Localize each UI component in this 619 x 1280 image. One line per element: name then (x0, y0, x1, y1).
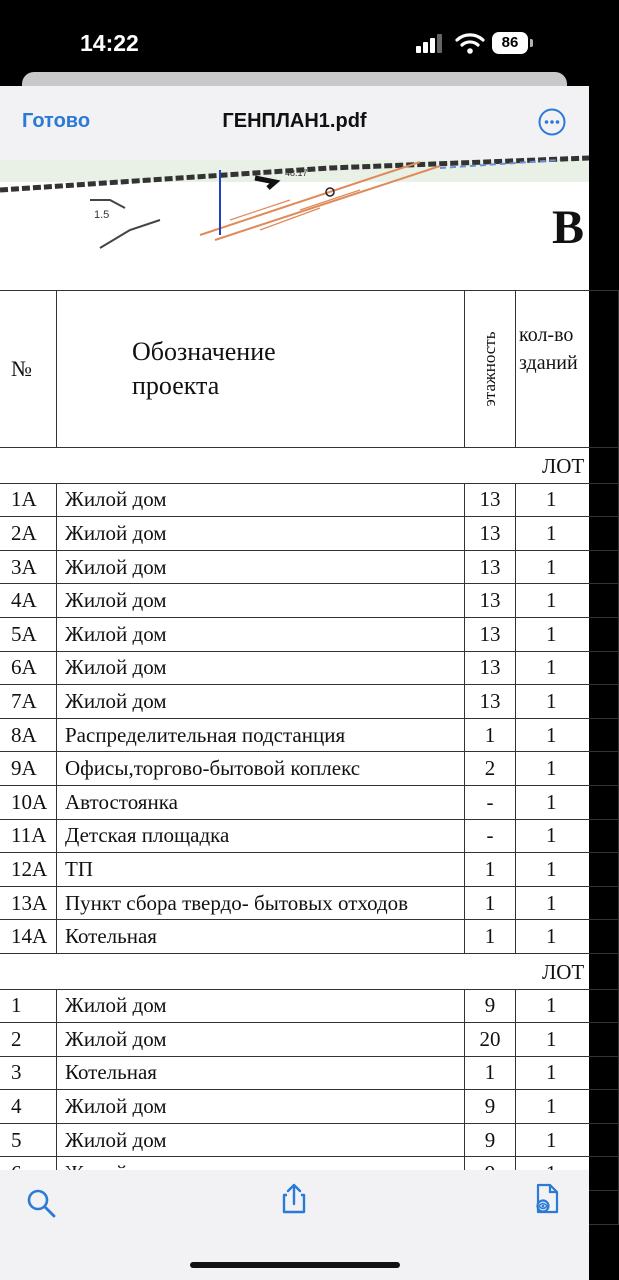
cell-number: 3 (0, 1056, 57, 1090)
header-number: № (0, 291, 57, 448)
home-indicator (190, 1262, 400, 1268)
cell-project-name: Автостоянка (57, 785, 465, 819)
cell-floors: 13 (465, 550, 516, 584)
cell-count: 1 (516, 920, 619, 954)
cell-project-name: Офисы,торгово-бытовой коплекс (57, 752, 465, 786)
buildings-table (0, 290, 619, 1225)
battery-level: 86 (492, 32, 528, 54)
table-row (0, 1023, 619, 1057)
cell-count: 1 (516, 819, 619, 853)
page-heading-letter: В (552, 201, 585, 254)
cell-number: 4 (0, 1090, 57, 1124)
header-floors-label: этажность (480, 331, 499, 407)
cell-floors: 13 (465, 483, 516, 517)
cell-number: 4А (0, 584, 57, 618)
table-row (0, 617, 619, 651)
table-row (0, 718, 619, 752)
cell-floors: 13 (465, 685, 516, 719)
cell-project-name: Жилой дом (57, 550, 465, 584)
cell-floors: 1 (465, 1056, 516, 1090)
cell-count: 1 (516, 550, 619, 584)
drawing-label: 48.17 (285, 168, 308, 178)
cell-floors: 13 (465, 651, 516, 685)
table-row (0, 886, 619, 920)
cell-floors: 9 (465, 1090, 516, 1124)
cell-floors: 1 (465, 853, 516, 887)
table-row (0, 517, 619, 551)
cell-count: 1 (516, 1056, 619, 1090)
cell-count: 1 (516, 718, 619, 752)
pdf-viewer-sheet (0, 86, 589, 1280)
table-row (0, 989, 619, 1023)
cell-count: 1 (516, 685, 619, 719)
header-count (516, 291, 619, 448)
cell-project-name: ТП (57, 853, 465, 887)
table-row (0, 1090, 619, 1124)
cell-number: 5 (0, 1123, 57, 1157)
cell-count: 1 (516, 785, 619, 819)
cell-number: 12А (0, 853, 57, 887)
lot-section-row (0, 448, 619, 484)
cell-count: 1 (516, 651, 619, 685)
cell-count: 1 (516, 617, 619, 651)
cell-project-name: Распределительная подстанция (57, 718, 465, 752)
search-icon[interactable] (24, 1186, 58, 1220)
cell-floors: 1 (465, 920, 516, 954)
cell-number: 3А (0, 550, 57, 584)
table-row (0, 584, 619, 618)
table-row (0, 483, 619, 517)
cell-project-name: Пункт сбора твердо- бытовых отходов (57, 886, 465, 920)
document-title: ГЕНПЛАН1.pdf (222, 110, 367, 132)
cell-floors: 1 (465, 886, 516, 920)
cell-number: 7А (0, 685, 57, 719)
cell-floors: 13 (465, 584, 516, 618)
table-row (0, 819, 619, 853)
cell-floors: 20 (465, 1023, 516, 1057)
markup-icon[interactable] (530, 1182, 564, 1216)
cell-number: 11А (0, 819, 57, 853)
cell-project-name: Жилой дом (57, 989, 465, 1023)
cell-count: 1 (516, 853, 619, 887)
table-row (0, 853, 619, 887)
cell-floors: - (465, 819, 516, 853)
header-project-line2: проекта (132, 371, 220, 400)
table-row (0, 685, 619, 719)
cell-project-name: Жилой дом (57, 685, 465, 719)
cell-number: 8А (0, 718, 57, 752)
table-row (0, 550, 619, 584)
cell-count: 1 (516, 1023, 619, 1057)
cell-floors: 2 (465, 752, 516, 786)
cell-project-name: Жилой дом (57, 1123, 465, 1157)
site-plan-drawing (0, 160, 589, 260)
cell-project-name: Котельная (57, 1056, 465, 1090)
ellipsis-circle-icon[interactable] (538, 108, 566, 136)
table-header-row (0, 291, 619, 448)
cell-count: 1 (516, 483, 619, 517)
cell-number: 5А (0, 617, 57, 651)
cell-floors: - (465, 785, 516, 819)
lot-section-cell (0, 953, 619, 989)
cell-project-name: Жилой дом (57, 584, 465, 618)
cell-project-name: Котельная (57, 920, 465, 954)
cell-count: 1 (516, 989, 619, 1023)
cell-number: 13А (0, 886, 57, 920)
share-icon[interactable] (277, 1182, 311, 1216)
cell-project-name: Жилой дом (57, 483, 465, 517)
table-row (0, 1123, 619, 1157)
cell-floors: 1 (465, 718, 516, 752)
cell-project-name: Жилой дом (57, 1023, 465, 1057)
cell-count: 1 (516, 1123, 619, 1157)
header-count-line2: зданий (519, 352, 578, 374)
cell-floors: 9 (465, 1123, 516, 1157)
drawing-label: 1.5 (94, 209, 110, 221)
table-row (0, 752, 619, 786)
lot-section-row (0, 953, 619, 989)
header-project-name (57, 291, 465, 448)
cell-project-name: Жилой дом (57, 617, 465, 651)
cell-count: 1 (516, 1090, 619, 1124)
status-time: 14:22 (80, 30, 139, 56)
cellular-signal-icon (416, 33, 444, 53)
cell-count: 1 (516, 584, 619, 618)
battery-tip (530, 39, 533, 47)
wifi-icon (455, 32, 485, 54)
table-row (0, 651, 619, 685)
cell-count: 1 (516, 886, 619, 920)
cell-project-name: Жилой дом (57, 651, 465, 685)
cell-number: 1 (0, 989, 57, 1023)
table-row (0, 785, 619, 819)
table-row (0, 1056, 619, 1090)
cell-number: 14А (0, 920, 57, 954)
cell-number: 6А (0, 651, 57, 685)
lot-section-cell (0, 448, 619, 484)
cell-number: 10А (0, 785, 57, 819)
done-button[interactable]: Готово (22, 110, 91, 132)
header-floors (465, 291, 516, 448)
lot-label: ЛОТ (542, 959, 585, 984)
cell-floors: 13 (465, 617, 516, 651)
cell-number: 9А (0, 752, 57, 786)
cell-floors: 9 (465, 989, 516, 1023)
cell-number: 2А (0, 517, 57, 551)
lot-label: ЛОТ (542, 453, 585, 478)
cell-number: 1А (0, 483, 57, 517)
cell-project-name: Жилой дом (57, 517, 465, 551)
cell-floors: 13 (465, 517, 516, 551)
cell-number: 2 (0, 1023, 57, 1057)
header-project-line1: Обозначение (132, 337, 276, 366)
header-count-line1: кол-во (519, 324, 574, 346)
table-row (0, 920, 619, 954)
navigation-bar (0, 86, 589, 160)
cell-project-name: Жилой дом (57, 1090, 465, 1124)
pdf-page[interactable] (0, 160, 589, 1170)
cell-count: 1 (516, 517, 619, 551)
cell-count: 1 (516, 752, 619, 786)
cell-project-name: Детская площадка (57, 819, 465, 853)
